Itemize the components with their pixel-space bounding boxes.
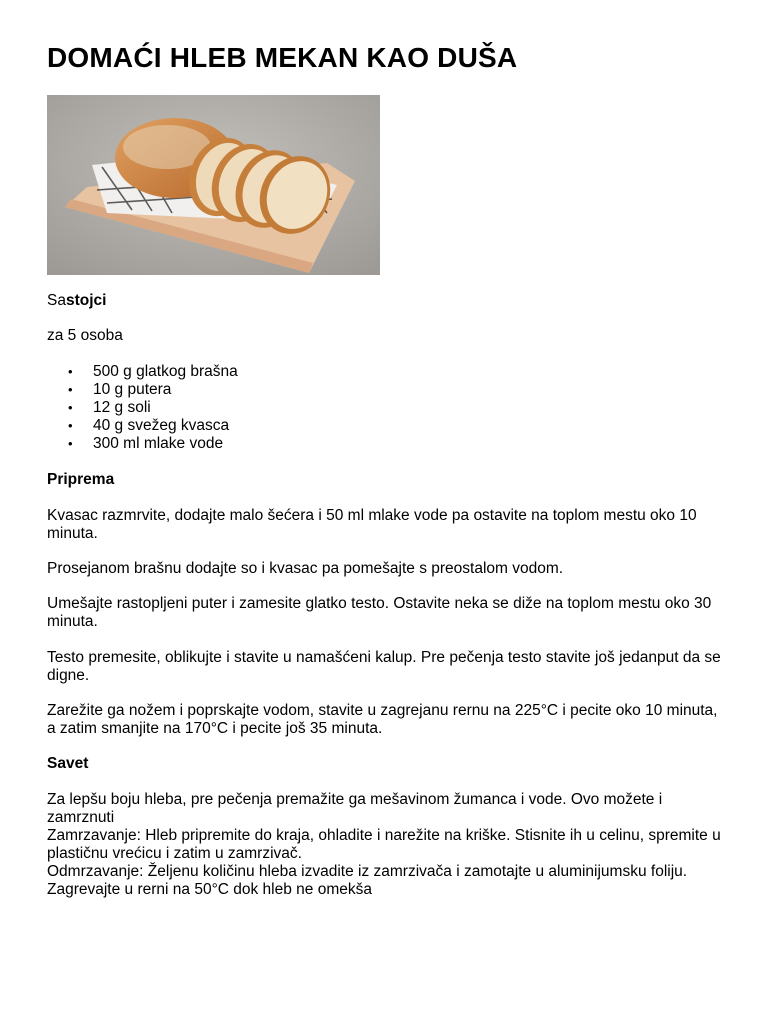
ingredients-heading-rest: stojci — [65, 292, 107, 309]
step-paragraph: Zarežite ga nožem i poprskajte vodom, stavite u zagrejanu rernu na 225°C i pecite oko 10 minuta, a zatim smanjite na 170°C i pecite još 35 minuta. — [47, 702, 718, 737]
tip-line: Odmrzavanje: Željenu količinu hleba izvadite iz zamrzivača i zamotajte u aluminijumsku foliju. Zagrevajte u rerni na 50°C dok hleb ne omekša — [47, 863, 688, 898]
servings: za 5 osoba — [47, 327, 123, 344]
list-item: • 10 g putera — [47, 381, 238, 399]
ingredient-list — [47, 363, 238, 453]
step-paragraph: Kvasac razmrvite, dodajte malo šećera i 50 ml mlake vode pa ostavite na toplom mestu oko 10 minuta. — [47, 507, 697, 542]
tip-block — [47, 791, 727, 899]
bread-photo — [47, 95, 380, 275]
ingredients-heading — [47, 292, 106, 310]
tip-heading: Savet — [47, 755, 89, 772]
page-title: DOMAĆI HLEB MEKAN KAO DUŠA — [47, 42, 518, 73]
list-item: • 12 g soli — [47, 399, 238, 417]
preparation-heading: Priprema — [47, 471, 115, 488]
step-paragraph: Umešajte rastopljeni puter i zamesite glatko testo. Ostavite neka se diže na toplom mestu oko 30 minuta. — [47, 595, 712, 630]
ingredients-heading-prefix: Sa — [47, 292, 66, 309]
list-item: • 500 g glatkog brašna — [47, 363, 238, 381]
step-paragraph: Prosejanom brašnu dodajte so i kvasac pa pomešajte s preostalom vodom. — [47, 560, 564, 577]
step-paragraph: Testo premesite, oblikujte i stavite u namašćeni kalup. Pre pečenja testo stavite još jedanput da se digne. — [47, 649, 721, 684]
list-item: • 40 g svežeg kvasca — [47, 417, 238, 435]
list-item: • 300 ml mlake vode — [47, 435, 238, 453]
tip-line: Zamrzavanje: Hleb pripremite do kraja, ohladite i narežite na kriške. Stisnite ih u celinu, spremite u plastičnu vrećicu i zatim u zamrzivač. — [47, 827, 721, 862]
tip-line: Za lepšu boju hleba, pre pečenja premažite ga mešavinom žumanca i vode. Ovo možete i zamrznuti — [47, 791, 663, 826]
